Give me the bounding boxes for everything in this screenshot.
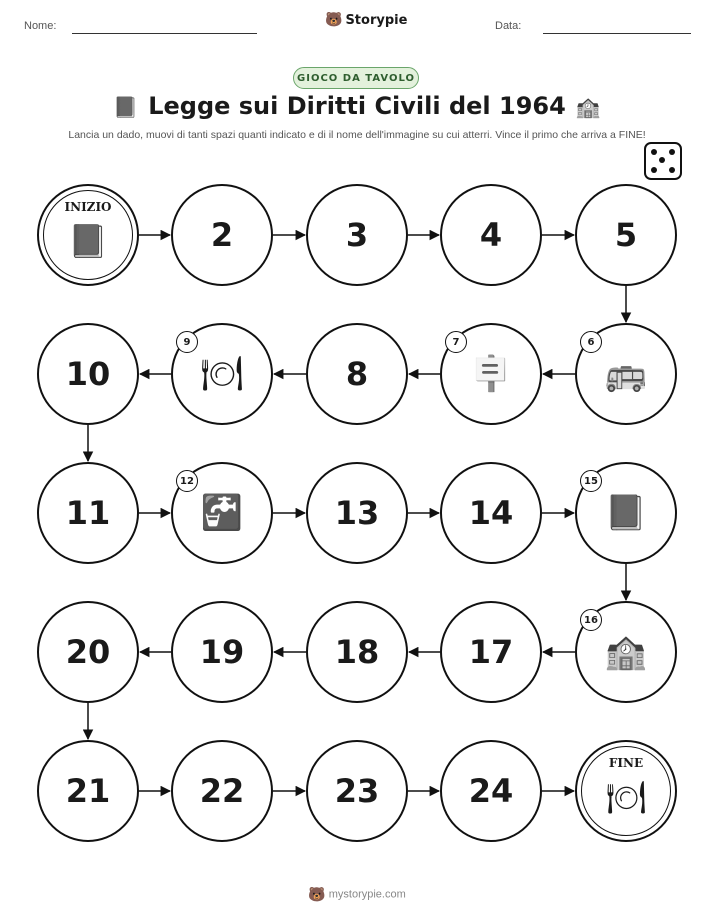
lunch-counter-icon: 🍽	[200, 354, 244, 394]
space-number: 8	[345, 355, 369, 393]
date-label: Data:	[495, 20, 522, 32]
board-space-20	[37, 601, 139, 703]
board-space-13	[306, 462, 408, 564]
space-number: 2	[210, 216, 234, 254]
brand-name: Storypie	[345, 12, 408, 28]
board-space-15	[575, 462, 677, 564]
space-number: 21	[65, 772, 111, 810]
space-number-chip: 12	[176, 470, 198, 492]
board-space-2	[171, 184, 273, 286]
board-space-6	[575, 323, 677, 425]
board-space-7	[440, 323, 542, 425]
board-space-3	[306, 184, 408, 286]
space-number: 18	[334, 633, 380, 671]
space-label: INIZIO	[64, 200, 112, 214]
start-space	[37, 184, 139, 286]
bear-icon: 🐻	[308, 886, 326, 902]
water-fountain-icon: 🚰	[200, 493, 244, 533]
space-number: 23	[334, 772, 380, 810]
space-number: 4	[479, 216, 503, 254]
bus-icon: 🚌	[604, 354, 648, 394]
book-icon: 📕	[68, 222, 108, 260]
board-space-22	[171, 740, 273, 842]
board-space-16	[575, 601, 677, 703]
board-space-21	[37, 740, 139, 842]
page-title: Legge sui Diritti Civili del 1964	[148, 92, 566, 120]
space-number: 14	[468, 494, 514, 532]
space-number: 22	[199, 772, 245, 810]
board-space-9	[171, 323, 273, 425]
finish-space	[575, 740, 677, 842]
board-space-18	[306, 601, 408, 703]
space-number: 17	[468, 633, 514, 671]
board-space-19	[171, 601, 273, 703]
schoolhouse-icon: 🏫	[575, 95, 601, 119]
space-number: 3	[345, 216, 369, 254]
space-number-chip: 15	[580, 470, 602, 492]
board-space-8	[306, 323, 408, 425]
board-space-14	[440, 462, 542, 564]
space-label: FINE	[608, 756, 644, 770]
board-space-23	[306, 740, 408, 842]
space-number-chip: 9	[176, 331, 198, 353]
space-number: 13	[334, 494, 380, 532]
footer	[0, 886, 714, 903]
space-number: 10	[65, 355, 111, 393]
board-space-12	[171, 462, 273, 564]
space-number: 19	[199, 633, 245, 671]
name-label: Nome:	[24, 20, 57, 32]
bear-icon: 🐻	[325, 12, 343, 28]
protest-march-icon: 🪧	[469, 354, 513, 394]
space-number: 5	[614, 216, 638, 254]
space-number: 24	[468, 772, 514, 810]
board-space-10	[37, 323, 139, 425]
board-space-17	[440, 601, 542, 703]
board-space-5	[575, 184, 677, 286]
board-space-11	[37, 462, 139, 564]
space-number: 11	[65, 494, 111, 532]
book-icon: 📕	[604, 493, 648, 533]
space-number: 20	[65, 633, 111, 671]
instructions: Lancia un dado, muovi di tanti spazi quanti indicato e di il nome dell'immagine su cui atterri. Vince il primo che arriva a FINE!	[68, 129, 646, 141]
schoolhouse-icon: 🏫	[604, 632, 648, 672]
footer-url: mystorypie.com	[328, 888, 406, 901]
category-badge: GIOCO DA TAVOLO	[293, 67, 419, 89]
board-space-24	[440, 740, 542, 842]
space-number-chip: 16	[580, 609, 602, 631]
lunch-counter-icon: 🍽	[605, 778, 647, 816]
space-number-chip: 6	[580, 331, 602, 353]
book-icon: 📕	[113, 95, 139, 119]
space-number-chip: 7	[445, 331, 467, 353]
board-space-4	[440, 184, 542, 286]
